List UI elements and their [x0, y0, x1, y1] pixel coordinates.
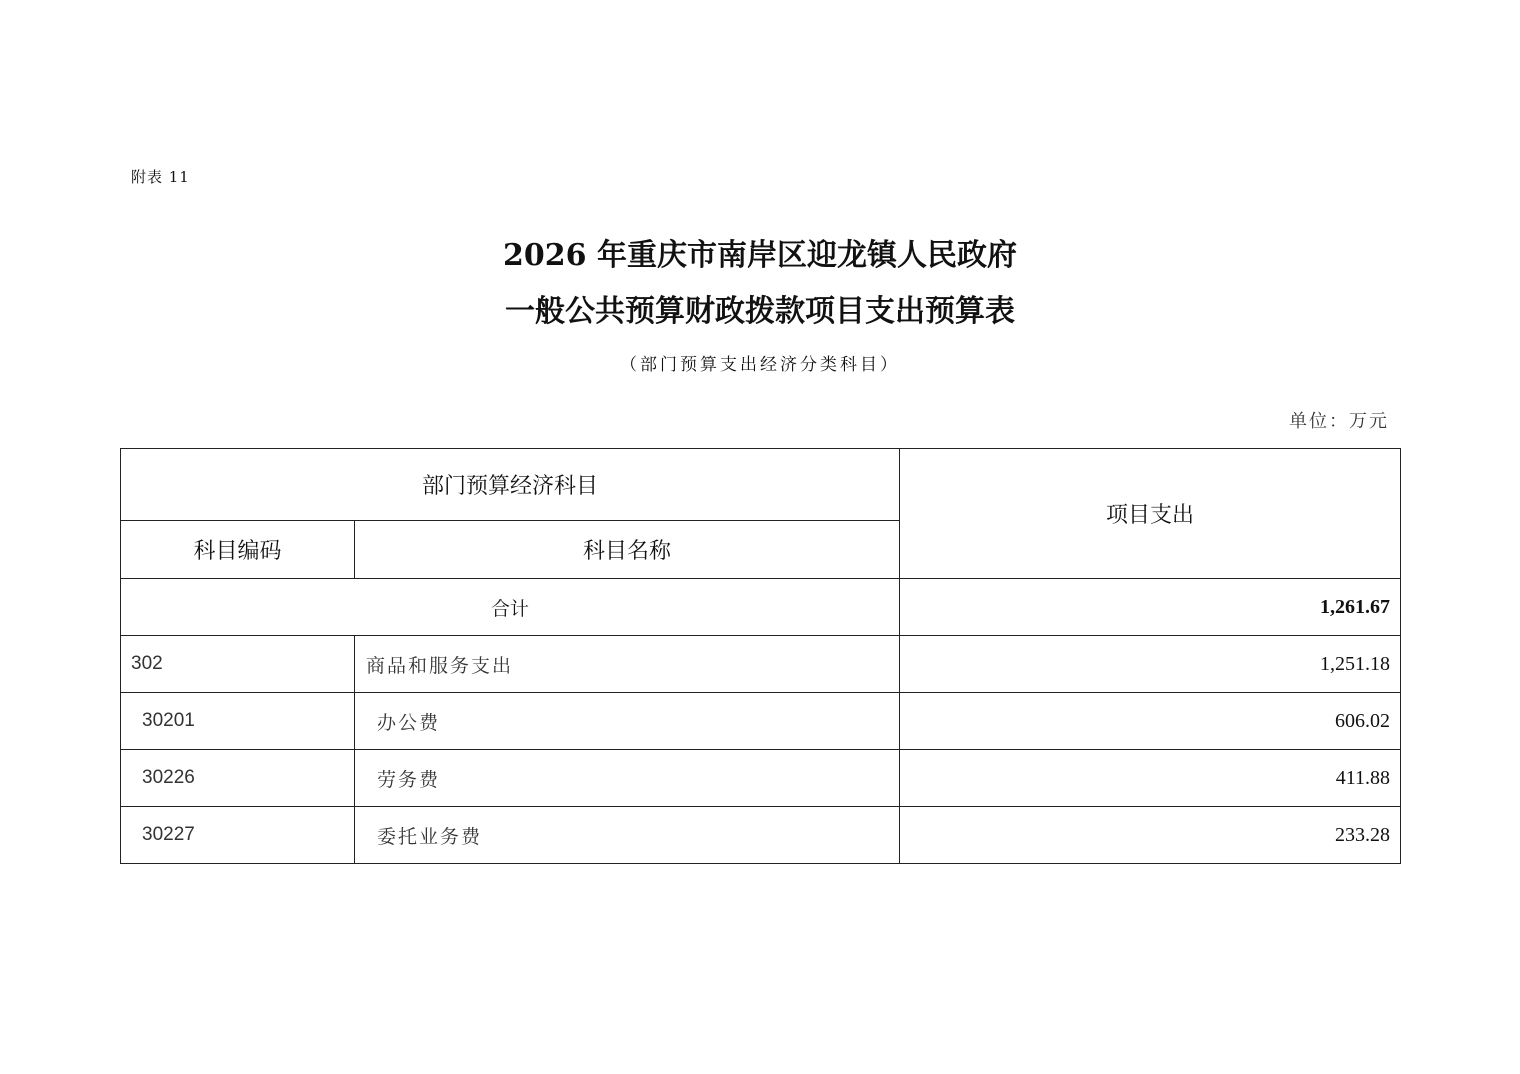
subject-code: 30226 [121, 750, 355, 807]
header-subject-code: 科目编码 [121, 521, 355, 579]
subject-amount: 233.28 [900, 807, 1401, 864]
subject-name: 劳务费 [355, 750, 900, 807]
total-value: 1,261.67 [900, 579, 1401, 636]
total-row [121, 579, 1401, 636]
header-project-expense: 项目支出 [900, 449, 1401, 579]
header-subject-name: 科目名称 [355, 521, 900, 579]
annex-label: 附表 11 [131, 168, 190, 186]
budget-table [120, 448, 1401, 864]
subject-amount: 411.88 [900, 750, 1401, 807]
unit-label: 单位：万元 [1289, 411, 1389, 432]
table-header-row [121, 449, 1401, 521]
table-row [121, 750, 1401, 807]
subject-code: 30201 [121, 693, 355, 750]
subject-name: 办公费 [355, 693, 900, 750]
total-label: 合计 [121, 579, 900, 636]
subject-name: 商品和服务支出 [355, 636, 900, 693]
page-title-line2: 一般公共预算财政拨款项目支出预算表 [505, 294, 1015, 329]
subject-name: 委托业务费 [355, 807, 900, 864]
page-subtitle: （部门预算支出经济分类科目） [620, 355, 900, 375]
subject-amount: 606.02 [900, 693, 1401, 750]
subject-code: 30227 [121, 807, 355, 864]
table-row [121, 693, 1401, 750]
table-row [121, 636, 1401, 693]
subject-code: 302 [121, 636, 355, 693]
subject-amount: 1,251.18 [900, 636, 1401, 693]
table-row [121, 807, 1401, 864]
header-economic-subject: 部门预算经济科目 [121, 449, 900, 521]
page-title-line1: 2026 年重庆市南岸区迎龙镇人民政府 [503, 238, 1017, 273]
